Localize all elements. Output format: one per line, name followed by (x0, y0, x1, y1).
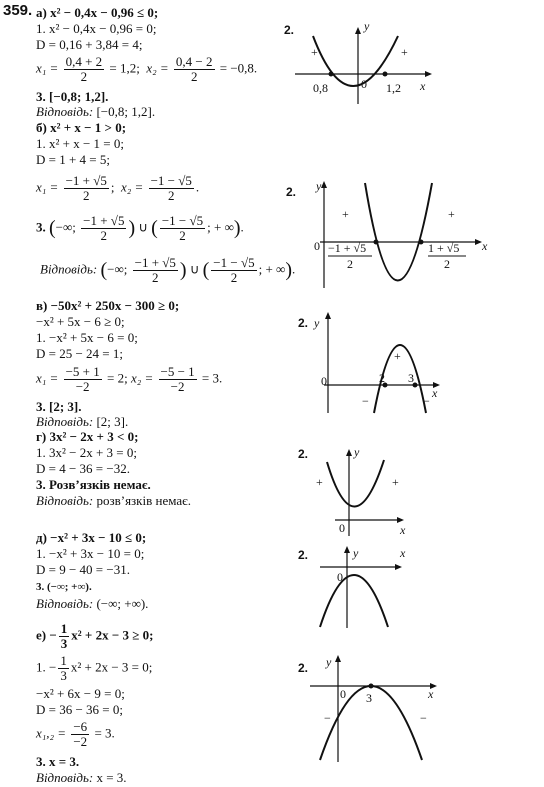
part-a-answer: Відповідь: [−0,8; 1,2]. (36, 104, 156, 119)
part-a-roots: x₁ = $\frac{0,4 + 2}{2}$ = 1,2; x₂ = $\frac{0,4 - 2}{2}$ = −0,8. (36, 54, 258, 84)
part-b-step1: 1. x² + x − 1 = 0; (36, 136, 125, 151)
part-b-zero: 0 (314, 239, 320, 253)
part-v-minus-right: − (423, 394, 430, 408)
part-v-graph (290, 305, 450, 420)
part-a-inequality: а) x² − 0,4x − 0,96 ≤ 0; (36, 5, 159, 20)
part-b-inequality: б) x² + x − 1 > 0; (36, 120, 127, 135)
part-d-y-arrow (344, 546, 350, 553)
part-e-root: x₁,₂ = $\frac{-6}{-2}$ = 3. (36, 719, 115, 749)
part-e-inequality: е) − $\frac{1}{3}$ x² + 2x − 3 ≥ 0; (36, 621, 154, 651)
part-d-zero: 0 (337, 570, 343, 584)
part-b-discriminant: D = 1 + 4 = 5; (36, 152, 110, 167)
part-d-graph (290, 543, 420, 633)
part-a-graph (280, 18, 440, 108)
part-a-graph-step-label: 2. (284, 23, 295, 37)
part-g-graph (290, 442, 420, 537)
part-g-graph-step-label: 2. (298, 447, 309, 461)
part-e-minus-left: − (324, 711, 331, 725)
part-a-plus-right: + (401, 45, 408, 59)
part-d-step1: 1. −x² + 3x − 10 = 0; (36, 546, 145, 561)
part-v-simplified: −x² + 5x − 6 ≥ 0; (36, 314, 125, 329)
part-g-step3: 3. Розв’язків немає. (36, 477, 151, 492)
part-a-right-root-label: 1,2 (386, 81, 401, 95)
part-a-x-arrow (425, 71, 432, 77)
part-b-parabola (365, 183, 432, 281)
part-g-x-label: x (400, 523, 406, 537)
part-a-y-arrow (355, 27, 361, 34)
part-d-inequality: д) −x² + 3x − 10 ≤ 0; (36, 530, 147, 545)
part-v-answer: Відповідь: [2; 3]. (36, 414, 129, 429)
part-g-parabola (327, 460, 384, 507)
part-g-discriminant: D = 4 − 36 = −32. (36, 461, 130, 476)
part-v-root-left-label: 2 (379, 371, 385, 385)
part-e-root-point (369, 684, 374, 689)
part-b-root-left-num: −1 + √5 (328, 241, 367, 255)
part-a-discriminant: D = 0,16 + 3,84 = 4; (36, 37, 143, 52)
part-v-minus-left: − (362, 394, 369, 408)
part-e-root-label: 3 (366, 691, 372, 705)
part-b-x-arrow (475, 239, 482, 245)
part-e-discriminant: D = 36 − 36 = 0; (36, 702, 123, 717)
part-b-plus-right: + (448, 207, 455, 221)
part-d-x-label: x (400, 546, 406, 560)
part-g-plus-left: + (316, 475, 323, 489)
part-v-zero: 0 (321, 374, 327, 388)
part-d-y-label: y (353, 546, 359, 560)
part-d-x-arrow (395, 564, 402, 570)
part-g-step1: 1. 3x² − 2x + 3 = 0; (36, 445, 138, 460)
part-e-y-label: y (326, 655, 332, 669)
part-e-step1: 1. − $\frac{1}{3}$ x² + 2x − 3 = 0; (36, 653, 153, 683)
part-b-step3: 3. (−∞; $\frac{-1 + √5}{2}$ ) ∪ ( $\frac{-1 - √5}{2}$ ; + ∞). (36, 213, 244, 243)
part-e-zero: 0 (340, 687, 346, 701)
part-b-root-right-num: 1 + √5 (428, 241, 460, 255)
part-v-discriminant: D = 25 − 24 = 1; (36, 346, 123, 361)
part-a-left-root-label: 0,8 (313, 81, 328, 95)
part-g-answer: Відповідь: розв’язків немає. (36, 493, 191, 508)
part-b-root-right-den: 2 (444, 257, 450, 271)
part-b-root-left-den: 2 (347, 257, 353, 271)
part-g-inequality: г) 3x² − 2x + 3 < 0; (36, 429, 139, 444)
part-e-x-label: x (428, 687, 434, 701)
part-b-y-arrow (321, 181, 327, 188)
part-a-zero: 0 (361, 77, 367, 91)
part-e-y-arrow (335, 655, 341, 662)
part-e-minus-right: − (420, 711, 427, 725)
part-e-step3: 3. x = 3. (36, 754, 80, 769)
part-b-root-left-point (374, 240, 379, 245)
part-v-root-right-label: 3 (408, 371, 414, 385)
part-b-x-label: x (482, 239, 488, 253)
part-b-answer: Відповідь: (−∞; $\frac{-1 + √5}{2}$ ) ∪ ( $\frac{-1 - √5}{2}$ ; + ∞). (40, 255, 296, 285)
part-v-inequality: в) −50x² + 250x − 300 ≥ 0; (36, 298, 180, 313)
part-e-graph-step-label: 2. (298, 661, 309, 675)
part-b-roots: x₁ = $\frac{-1 + √5}{2}$ ; x₂ = $\frac{-1 - √5}{2}$ . (36, 173, 200, 203)
part-a-plus-left: + (311, 45, 318, 59)
part-d-discriminant: D = 9 − 40 = −31. (36, 562, 130, 577)
part-d-graph-step-label: 2. (298, 548, 309, 562)
part-v-roots: x₁ = $\frac{-5 + 1}{-2}$ = 2; x₂ = $\frac{-5 - 1}{-2}$ = 3. (36, 364, 223, 394)
part-v-plus: + (394, 349, 401, 363)
part-v-y-arrow (325, 312, 331, 319)
part-a-root-right-point (383, 72, 388, 77)
problem-number: 359. (3, 2, 33, 19)
part-d-answer: Відповідь: (−∞; +∞). (36, 596, 149, 611)
part-g-y-arrow (346, 449, 352, 456)
part-v-step3: 3. [2; 3]. (36, 399, 82, 414)
part-v-y-label: y (314, 316, 320, 330)
part-b-root-right-point (419, 240, 424, 245)
part-d-step3: 3. (−∞; +∞). (36, 581, 92, 593)
part-v-x-label: x (432, 386, 438, 400)
part-g-zero: 0 (339, 521, 345, 535)
part-a-parabola (313, 36, 398, 86)
part-g-plus-right: + (392, 475, 399, 489)
part-d-parabola (320, 575, 388, 627)
part-v-graph-step-label: 2. (298, 316, 309, 330)
part-a-step1: 1. x² − 0,4x − 0,96 = 0; (36, 21, 157, 36)
part-v-step1: 1. −x² + 5x − 6 = 0; (36, 330, 138, 345)
part-g-y-label: y (354, 445, 360, 459)
part-b-graph (280, 178, 500, 293)
part-a-x-label: x (420, 79, 426, 93)
part-e-answer: Відповідь: x = 3. (36, 770, 127, 785)
part-b-graph-step-label: 2. (286, 185, 297, 199)
part-b-plus-left: + (342, 207, 349, 221)
part-a-y-label: y (364, 19, 370, 33)
part-a-step3: 3. [−0,8; 1,2]. (36, 89, 109, 104)
part-b-y-label: y (316, 179, 322, 193)
part-e-simplified: −x² + 6x − 9 = 0; (36, 686, 125, 701)
part-a-root-left-point (329, 72, 334, 77)
part-e-graph (290, 650, 450, 765)
